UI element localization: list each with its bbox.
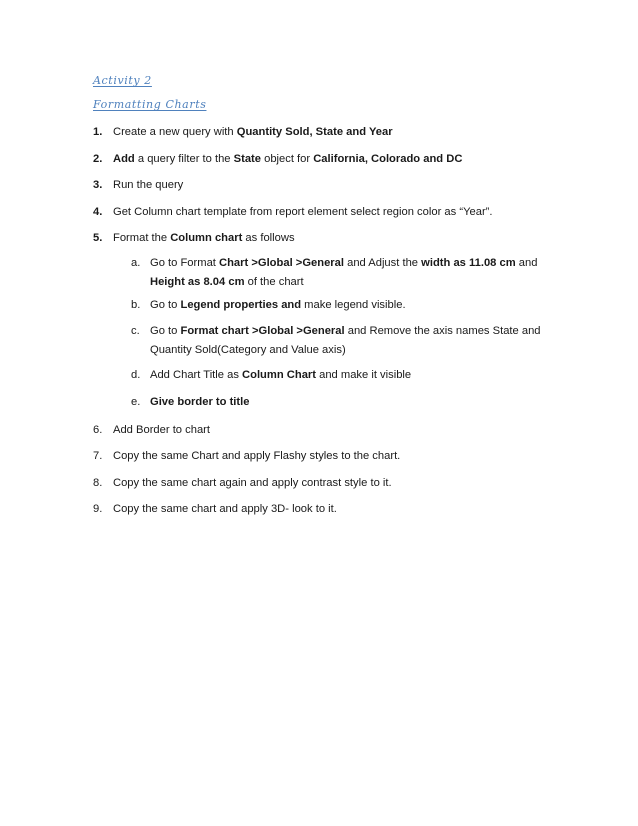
text-run: Format the [113,232,171,244]
text-run: and [515,257,538,269]
text-run: Add Border to chart [113,424,211,436]
list-item-text [113,502,337,516]
sub-item-text [150,393,570,412]
bold-text-run: Legend properties and [180,299,302,311]
list-item-text [113,205,493,219]
text-run: Get Column chart template from report element select region color as “Year”. [113,206,493,218]
list-item-text [113,152,462,166]
text-run: Run the query [113,179,184,191]
section-heading: Formatting Charts [93,98,207,111]
list-item-number: 9. [93,503,103,515]
text-run: and Remove the axis names State and Quantity Sold(Category and Value axis) [150,325,541,356]
bold-text-run: Add [113,153,135,165]
list-item-text [113,476,392,490]
text-run: Go to [150,299,181,311]
bold-text-run: State [233,153,261,165]
text-run: Copy the same chart again and apply contrast style to it. [113,477,392,489]
list-item-number: 4. [93,206,103,218]
text-run: as follows [242,232,295,244]
list-item-number: 2. [93,153,103,165]
text-run: and make it visible [316,369,412,381]
sub-item-text [150,296,570,315]
list-item-text [113,125,393,139]
text-run: Add Chart Title as [150,369,243,381]
text-run: make legend visible. [301,299,406,311]
text-run: Go to Format [150,257,220,269]
text-run: Go to [150,325,181,337]
list-item-number: 6. [93,424,103,436]
bold-text-run: Column Chart [242,369,316,381]
bold-text-run: Format chart >Global >General [180,325,345,337]
text-run: Copy the same chart and apply 3D- look to it. [113,503,337,515]
sub-item-letter: d. [131,369,141,381]
activity-heading: Activity 2 [93,74,152,87]
bold-text-run: Height as 8.04 cm [150,276,245,288]
list-item-number: 7. [93,450,103,462]
sub-item-text [150,366,570,385]
text-run: Copy the same Chart and apply Flashy styles to the chart. [113,450,401,462]
sub-item-letter: b. [131,299,141,311]
sub-item-letter: e. [131,396,141,408]
list-item-number: 1. [93,126,103,138]
text-run: and Adjust the [344,257,422,269]
text-run: a query filter to the [134,153,234,165]
list-item-number: 8. [93,477,103,489]
list-item-text [113,231,295,245]
sub-item-letter: c. [131,325,140,337]
list-item-number: 5. [93,232,103,244]
bold-text-run: width as 11.08 cm [421,257,516,269]
text-run: Create a new query with [113,126,237,138]
list-item-text [113,423,210,437]
bold-text-run: California, Colorado and DC [313,153,463,165]
bold-text-run: Chart >Global >General [219,257,344,269]
bold-text-run: Quantity Sold, State and Year [236,126,393,138]
sub-item-letter: a. [131,257,141,269]
sub-item-text [150,322,570,360]
text-run: of the chart [244,276,304,288]
sub-item-text [150,254,570,292]
bold-text-run: Column chart [170,232,243,244]
bold-text-run: Give border to title [150,396,250,408]
text-run: object for [260,153,314,165]
list-item-text [113,449,400,463]
list-item-number: 3. [93,179,103,191]
list-item-text [113,178,183,192]
